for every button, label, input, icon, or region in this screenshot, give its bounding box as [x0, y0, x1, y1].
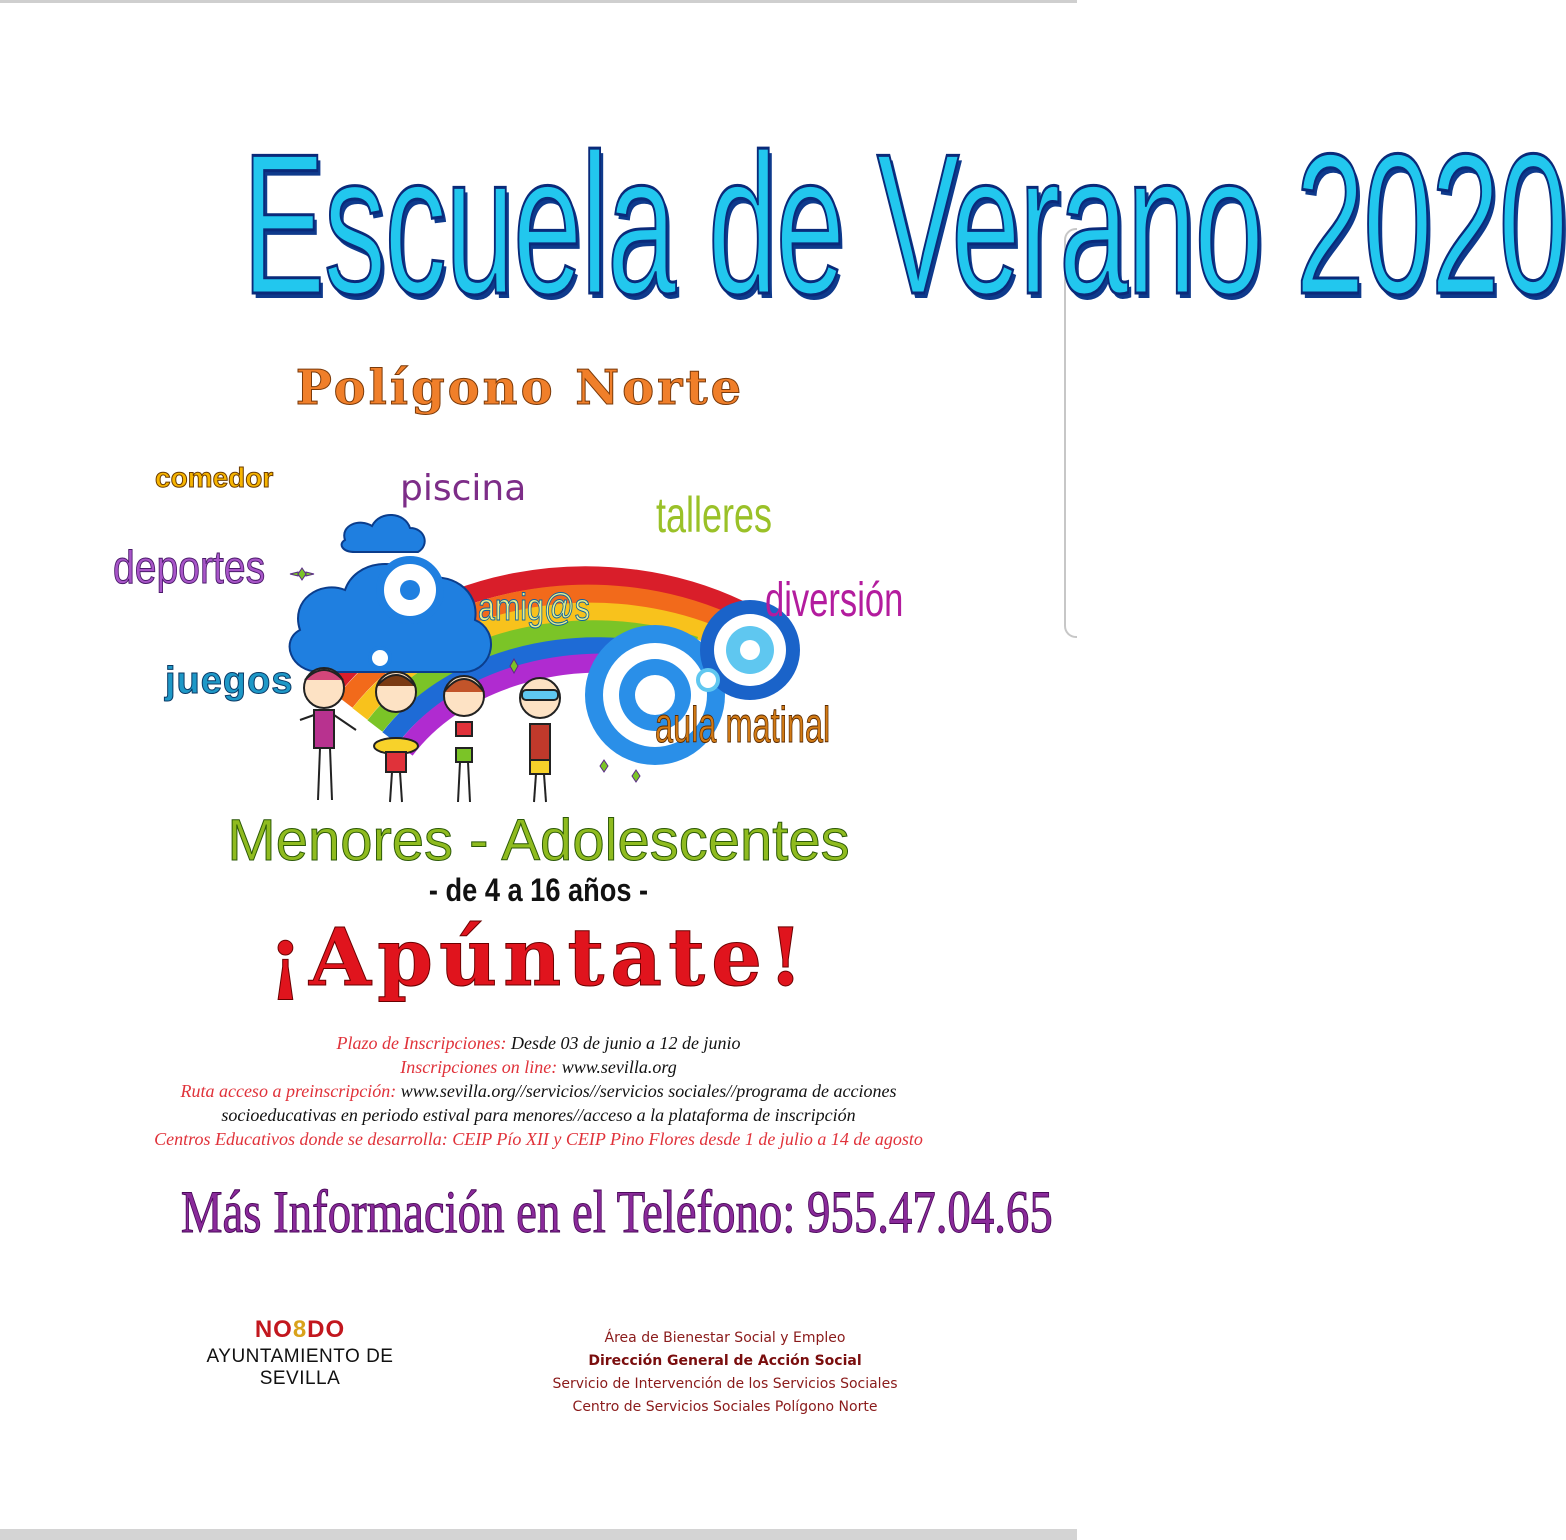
activity-piscina: piscina: [400, 468, 527, 509]
phone-info: Más Información en el Teléfono: 955.47.04.65: [180, 1179, 1053, 1245]
registration-info: [60, 1031, 1017, 1151]
online-link[interactable]: www.sevilla.org: [561, 1057, 677, 1077]
route-line-2: socioeducativas en periodo estival para menores//acceso a la plataforma de inscripción: [221, 1105, 856, 1125]
nodo-logo-icon: NO8DO: [254, 1316, 346, 1343]
council-name: AYUNTAMIENTO DE SEVILLA: [206, 1346, 394, 1389]
route-value: www.sevilla.org//servicios//servicios sociales//programa de acciones: [400, 1081, 897, 1101]
activity-amigos: amig@s: [478, 587, 590, 629]
top-divider: [0, 0, 1077, 3]
org-area: Área de Bienestar Social y Empleo: [604, 1330, 846, 1346]
online-label: Inscripciones on line:: [400, 1057, 558, 1077]
deadline-line: [60, 1031, 1017, 1055]
online-line: [60, 1055, 1017, 1079]
age-range: - de 4 a 16 años -: [428, 872, 649, 908]
org-servicio: Servicio de Intervención de los Servicios Sociales: [552, 1376, 898, 1392]
poster-title: Escuela de Verano 2020: [242, 113, 1566, 336]
org-direccion: Dirección General de Acción Social: [588, 1353, 862, 1369]
rainbow-illustration: [0, 440, 1077, 820]
route-line: [60, 1079, 1017, 1103]
bottom-divider: [0, 1529, 1077, 1540]
activity-deportes: deportes: [113, 541, 266, 593]
activity-talleres: talleres: [656, 487, 773, 543]
deadline-value: Desde 03 de junio a 12 de junio: [511, 1033, 741, 1053]
activity-juegos: juegos: [165, 660, 294, 702]
activity-comedor: comedor: [155, 462, 274, 493]
activity-aula-matinal: aula matinal: [655, 697, 831, 753]
city-council-logo: [165, 1316, 435, 1390]
organization-credits: [505, 1327, 945, 1419]
activity-diversion: diversión: [765, 574, 904, 627]
audience-heading: Menores - Adolescentes: [227, 808, 850, 873]
org-centro: Centro de Servicios Sociales Polígono Norte: [572, 1399, 878, 1415]
poster-subtitle: Polígono Norte: [295, 360, 745, 416]
centers-line: Centros Educativos donde se desarrolla: CEIP Pío XII y CEIP Pino Flores desde 1 de julio a 14 de agosto: [154, 1129, 923, 1149]
signup-call-to-action: ¡Apúntate!: [267, 910, 810, 1004]
deadline-label: Plazo de Inscripciones:: [336, 1033, 507, 1053]
route-label: Ruta acceso a preinscripción:: [180, 1081, 397, 1101]
